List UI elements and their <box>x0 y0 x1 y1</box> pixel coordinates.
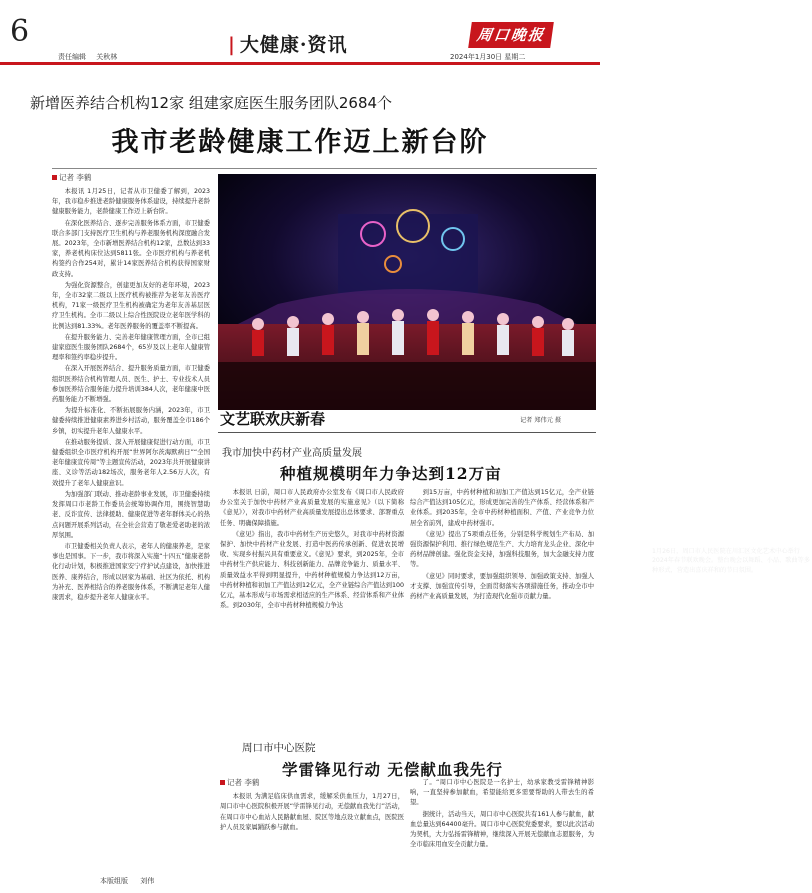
lead-kicker: 新增医养结合机构12家 组建家庭医生服务团队2684个 <box>30 94 393 112</box>
article3-paragraph: 据统计，活动当天，周口市中心医院共有161人参与献血，献血总量达到64400毫升。周口市中心医院党委要求，要以此次活动为契机，大力弘扬雷锋精神，继续深入开展无偿献血志愿服务，为全市临床用血安全贡献力量。 <box>410 810 594 849</box>
lead-paragraph: 在深入开展医养结合、提升服务质量方面，市卫健委组织医养结合机构管理人员、医生、护士、专业技术人员参加医养结合服务能力提升培训384人次，老年健康中医药服务能力不断增强。 <box>52 365 210 404</box>
photo-caption: 1月26日，周口市人民医院在川汇区文化艺术中心举行2024年春节联欢晚会。整台晚会以舞蹈、小品、歌曲等多种形式，营造出喜庆祥和的节日氛围。 <box>652 548 811 574</box>
footer-editor-name: 刘伟 <box>140 877 155 885</box>
reporter-square-icon <box>52 175 57 180</box>
article3-reporter-name: 记者 李鹤 <box>227 778 260 787</box>
page-number: 6 <box>10 14 30 49</box>
headline-rule <box>52 168 597 169</box>
article3-paragraph: 了。“周口市中心医院是一名护士，幼承家教受雷锋精神影响，一直坚持参加献血，希望能给更多需要帮助的人带去生的希望。 <box>410 779 594 807</box>
lead-body-text <box>52 187 210 603</box>
article3-kicker: 周口市中心医院 <box>242 742 316 754</box>
editor-name: 关秋林 <box>96 53 118 61</box>
section-bar-icon: | <box>228 34 236 56</box>
footer-editor <box>100 876 164 886</box>
lead-paragraph: 在推动服务提质、深入开展健康促进行动方面，市卫健委组织全市医疗机构开展“世界阿尔茨海默病日”“全国老年健康宣传周”等主题宣传活动，2023年共开展健康讲座、义诊等活动182场次，服务老年人2.56万人次，有效提升了老年人健康意识。 <box>52 438 210 487</box>
article3-paragraph: 本报讯 为满足临床供血需求，缓解采供血压力，1月27日，周口市中心医院积极开展“学雷锋见行动，无偿献血我先行”活动，在周口市中心血站人民路献血屋、院区等地点设立献血点，医院医护人员及家属踊跃参与献血。 <box>220 793 404 831</box>
reporter-square-icon <box>220 780 225 785</box>
article2-paragraph: 本报讯 日前，周口市人民政府办公室发布《周口市人民政府办公室关于加快中药材产业高质量发展的实施意见》（以下简称《意见》），对我市中药材产业高质量发展提出总体要求、部署重点任务、明确保障措施。 <box>220 489 404 527</box>
lead-paragraph: 本报讯 1月25日，记者从市卫健委了解到，2023年，我市稳步推进老龄健康服务体系建设，持续提升老龄健康服务能力，老龄健康工作迈上新台阶。 <box>52 188 210 216</box>
lead-paragraph: 为强化资源整合，创建更加友好的老年环境，2023年，全市32家二级以上医疗机构被推荐为老年友善医疗机构，71家一级医疗卫生机构被确定为老年友善基层医疗卫生机构。全市二级以上综合性医院设立老年医学科的比例达到81.33%。老年医养服务的覆盖率不断提高。 <box>52 281 210 330</box>
article2-column-1 <box>220 488 404 736</box>
lead-body-column <box>52 172 210 862</box>
lead-headline: 我市老龄健康工作迈上新台阶 <box>111 127 489 158</box>
masthead-rule <box>0 62 600 65</box>
feature-title: 文艺联欢庆新春 <box>220 410 326 428</box>
article3-title: 学雷锋见行动 无偿献血我先行 <box>282 760 503 779</box>
feature-credit: 记者 郑伟元 摄 <box>520 417 562 424</box>
lead-paragraph: 为加强部门联动、推动老龄事业发展，市卫健委持续发挥周口市老龄工作委员会统筹协调作用，围绕智慧助老、反诈宣传、法律援助、健康促进等老年群体关心的热点问题开展系列活动，在全社会营造了敬老爱老助老的浓厚氛围。 <box>52 490 210 539</box>
lead-reporter <box>52 172 210 183</box>
masthead <box>0 0 600 68</box>
article3-column-1 <box>220 778 404 873</box>
article2-paragraph: 到15万亩，中药材种植和初加工产值达到15亿元，全产业链综合产值达到105亿元，形成更加完善的生产体系、经营体系和产业体系。到2035年，全市中药材种植面积、产值、产业竞争力位居全省前列，建成中药材强市。 <box>410 489 594 527</box>
lead-paragraph: 为提升标准化、不断拓展服务内涵，2023年，市卫健委持续推进健康素养进乡村活动，服务覆盖全市186个乡镇，切实提升老年人健康水平。 <box>52 407 210 435</box>
lead-paragraph: 在深化医养结合、逐步完善服务体系方面，市卫健委联合多部门支持医疗卫生机构与养老服务机构深度融合发展。2023年，全市新增医养结合机构12家，总数达到33家，养老机构床位达到5811张。全市医疗机构与养老机构签约合作254对，累计14家医养结合机构获得国家财政支持。 <box>52 219 210 278</box>
issue-date: 2024年1月30日 <box>450 53 503 61</box>
article3-reporter <box>220 778 404 788</box>
lead-paragraph: 市卫健委相关负责人表示，老年人的健康养老，是家事也是国事。下一步，我市将深入实施“十四五”健康老龄化行动计划，积极推进国家安宁疗护试点建设，加快推进医养、康养结合，形成以居家为基础、社区为依托、机构为补充、医养相结合的养老服务体系，不断满足老年人健康需求，稳步提升老年人健康水平。 <box>52 542 210 601</box>
editor-line <box>58 52 125 62</box>
lead-paragraph: 在提升服务能力、完善老年健康管理方面，全市已组建家庭医生服务团队2684个，65岁及以上老年人健康管理率和签约率稳步提升。 <box>52 333 210 362</box>
section-title <box>228 30 348 57</box>
article3-column-2 <box>410 778 594 873</box>
editor-label: 责任编辑 <box>58 53 86 61</box>
lead-reporter-name: 记者 李鹤 <box>59 173 92 182</box>
article2-paragraph: 《意见》同时要求，要加强组织领导、加强政策支持、加强人才支撑、加强宣传引导，全面贯彻落实各项措施任务，推动全市中药材产业高质量发展，为打造现代化强市贡献力量。 <box>410 572 594 601</box>
footer-editor-label: 本版组版 <box>100 877 128 885</box>
article2-title: 种植规模明年力争达到12万亩 <box>280 464 502 483</box>
stage-photo-illustration <box>218 174 596 410</box>
feature-rule <box>218 432 596 433</box>
issue-weekday: 星期二 <box>504 53 526 61</box>
article2-kicker: 我市加快中药材产业高质量发展 <box>222 448 362 459</box>
article2-paragraph: 《意见》指出，我市中药材生产历史悠久，对我市中药材资源保护、加快中药材产业发展、打造中医药传承创新、促进农民增收、实现乡村振兴具有重要意义。《意见》要求，到2025年，全市中药材生产供应能力、科技创新能力、品牌竞争能力、质量水平、质量效益水平得到明显提升，中药材种植规模力争达到12万亩，中药材种植和初加工产值达到12亿元，全产业链综合产值达到100亿元，基本形成与市场需求相适应的生产体系、经营体系和产业体系。到2030年，全市中药材种植规模力争达 <box>220 530 404 610</box>
article2-paragraph: 《意见》提出了5项重点任务，分别是科学规划生产布局、加强资源保护利用、推行绿色规范生产、大力培育龙头企业、深化中药材品牌创建。强化资金支持，加强科技服务，加大金融支持力度等。 <box>410 530 594 569</box>
section-title-text: 大健康·资讯 <box>239 34 348 56</box>
article2-column-2 <box>410 488 594 736</box>
date-line <box>450 52 525 62</box>
paper-logo: 周口晚报 <box>468 22 554 48</box>
